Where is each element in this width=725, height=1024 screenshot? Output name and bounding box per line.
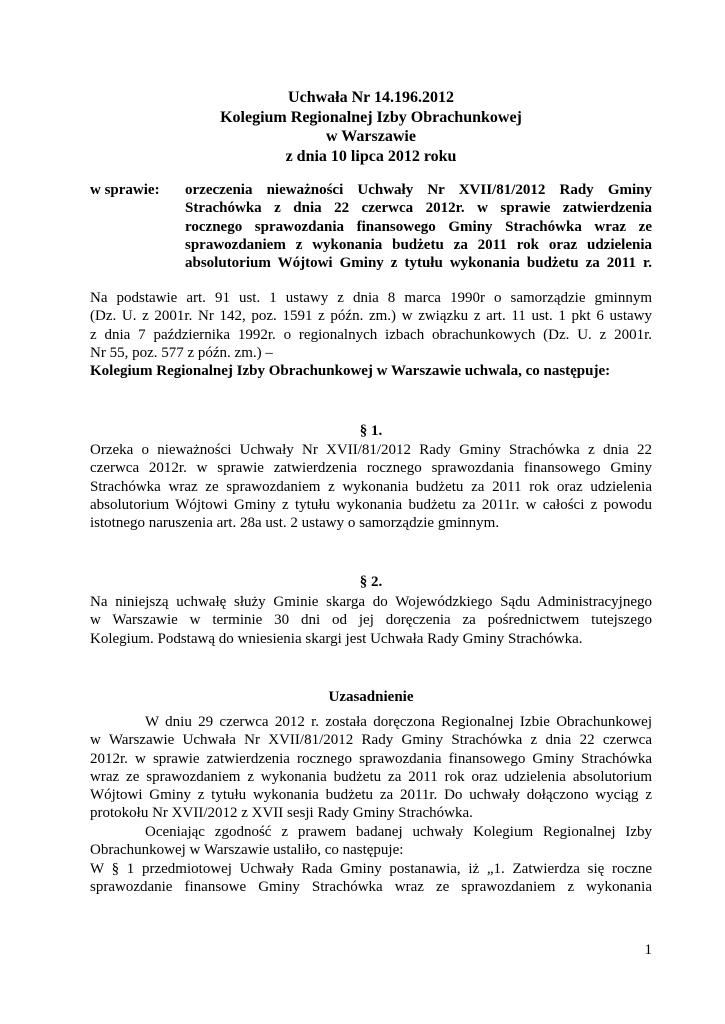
subject-line: Strachówka z dnia 22 czerwca 2012r. w sprawie zatwierdzenia	[185, 200, 652, 217]
subject-line: rocznego sprawozdania finansowego Gminy Strachówka wraz ze	[185, 218, 652, 235]
title-line: w Warszawie	[326, 128, 416, 145]
justification-line: Oceniając zgodność z prawem badanej uchwały Kolegium Regionalnej Izby	[145, 824, 652, 840]
justification-line: W § 1 przedmiotowej Uchwały Rada Gminy postanawia, iż „1. Zatwierdza się roczne	[90, 861, 652, 877]
subject-line: sprawozdaniem z wykonania budżetu za 2011 rok oraz udzielenia	[185, 236, 652, 253]
section-2-line: w Warszawie w terminie 30 dni od jej doręczenia za pośrednictwem tutejszego	[90, 612, 652, 629]
section-2-line: Na niniejszą uchwałę służy Gminie skarga do Wojewódzkiego Sądu Administracyjnego	[90, 594, 652, 610]
subject-lead: w sprawie:	[90, 182, 160, 198]
section-1-line: Orzeka o nieważności Uchwały Nr XVII/81/2012 Rady Gminy Strachówka z dnia 22	[90, 442, 652, 458]
section-1-text	[90, 441, 652, 532]
subject-line: absolutorium Wójtowi Gminy z tytułu wykonania budżetu za 2011 r.	[185, 255, 652, 272]
justification-para-1	[90, 713, 652, 823]
section-1-heading: § 1.	[359, 423, 383, 439]
document-page	[90, 0, 652, 1024]
section-2-heading: § 2.	[359, 574, 383, 590]
justification-line: protokołu Nr XVII/2012 z XVII sesji Rady Gminy Strachówka.	[90, 805, 473, 822]
basis-line: Nr 55, poz. 577 z późn. zm.) –	[90, 344, 273, 361]
title-line: Kolegium Regionalnej Izby Obrachunkowej	[220, 108, 522, 126]
title-line: z dnia 10 lipca 2012 roku	[285, 147, 457, 165]
basis-line: (Dz. U. z 2001r. Nr 142, poz. 1591 z późn. zm.) w związku z art. 11 ust. 1 pkt 6 ustawy	[90, 308, 652, 325]
page-number: 1	[644, 942, 652, 958]
subject-text	[185, 181, 652, 272]
basis-line: z dnia 7 października 1992r. o regionalnych izbach obrachunkowych (Dz. U. z 2001r.	[90, 326, 652, 343]
section-2-text	[90, 593, 652, 648]
section-1-line: czerwca 2012r. w sprawie zatwierdzenia rocznego sprawozdania finansowego Gminy	[90, 460, 652, 477]
document-title	[90, 88, 652, 166]
justification-line: Obrachunkowej w Warszawie ustaliło, co następuje:	[90, 842, 404, 859]
justification-heading: Uzasadnienie	[328, 689, 414, 705]
basis-line: Na podstawie art. 91 ust. 1 ustawy z dnia 8 marca 1990r o samorządzie gminnym	[90, 290, 652, 306]
justification-line: wraz ze sprawozdaniem z wykonania budżetu za 2011 rok oraz udzielenia absolutorium	[90, 768, 652, 785]
resolution-statement: Kolegium Regionalnej Izby Obrachunkowej w Warszawie uchwala, co następuje:	[90, 363, 611, 380]
justification-line: sprawozdanie finansowe Gminy Strachówka wraz ze sprawozdaniem z wykonania	[90, 879, 652, 896]
subject-line: orzeczenia nieważności Uchwały Nr XVII/81/2012 Rady Gminy	[185, 182, 652, 198]
subject-block	[90, 181, 652, 273]
justification-para-2	[90, 823, 652, 860]
title-line: Uchwała Nr 14.196.2012	[288, 89, 454, 106]
justification-line: 2012r. w sprawie zatwierdzenia rocznego sprawozdania finansowego Gminy Strachówka	[90, 750, 652, 767]
justification-line: W dniu 29 czerwca 2012 r. została doręczona Regionalnej Izbie Obrachunkowej	[145, 714, 652, 730]
legal-basis	[90, 289, 652, 380]
justification-line: Wójtowi Gminy z tytułu wykonania budżetu za 2011r. Do uchwały dołączono wyciąg z	[90, 787, 652, 804]
justification-line: w Warszawie Uchwała Nr XVII/81/2012 Rady Gminy Strachówka z dnia 22 czerwca	[90, 732, 652, 749]
section-1-line: Strachówka wraz ze sprawozdaniem z wykonania budżetu za 2011 rok oraz udzielenia	[90, 478, 652, 495]
section-1-line: istotnego naruszenia art. 28a ust. 2 ustawy o samorządzie gminnym.	[90, 515, 500, 532]
section-1-line: absolutorium Wójtowi Gminy z tytułu wykonania budżetu za 2011r. w całości z powodu	[90, 496, 652, 513]
section-2-line: Kolegium. Podstawą do wniesienia skargi jest Uchwała Rady Gminy Strachówka.	[90, 630, 583, 647]
justification-para-3	[90, 860, 652, 897]
